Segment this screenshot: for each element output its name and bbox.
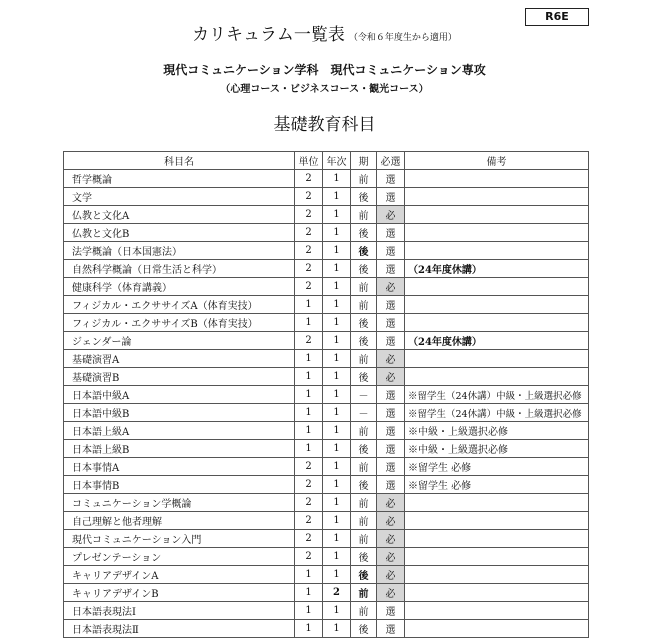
term-cell: 後 — [351, 440, 377, 458]
term-cell: 後 — [351, 242, 377, 260]
credits-cell: 2 — [295, 548, 323, 566]
table-row — [64, 368, 589, 386]
subject-cell: 日本事情A — [64, 458, 295, 476]
year-cell: 1 — [323, 314, 351, 332]
required-cell: 必 — [377, 278, 405, 296]
subject-cell: 日本語上級B — [64, 440, 295, 458]
notes-cell: ※中級・上級選択必修 — [405, 422, 589, 440]
table-row — [64, 494, 589, 512]
credits-cell: 2 — [295, 242, 323, 260]
notes-cell: ※留学生 必修 — [405, 458, 589, 476]
department-name: 現代コミュニケーション学科 現代コミュニケーション専攻 — [163, 63, 486, 77]
term-cell: 前 — [351, 206, 377, 224]
notes-cell — [405, 188, 589, 206]
credits-cell: 2 — [295, 512, 323, 530]
required-cell: 選 — [377, 620, 405, 638]
table-row — [64, 602, 589, 620]
notes-cell: ※留学生（24休講）中級・上級選択必修 — [405, 386, 589, 404]
notes-cell — [405, 206, 589, 224]
section-title: 基礎教育科目 — [273, 115, 376, 135]
title-main: カリキュラム一覧表 — [192, 25, 345, 45]
table-row — [64, 476, 589, 494]
credits-cell: 1 — [295, 440, 323, 458]
year-cell: 2 — [323, 584, 351, 602]
year-cell: 1 — [323, 512, 351, 530]
term-cell: 前 — [351, 584, 377, 602]
required-cell: 選 — [377, 296, 405, 314]
credits-cell: 1 — [295, 566, 323, 584]
year-cell: 1 — [323, 602, 351, 620]
subject-cell: 哲学概論 — [64, 170, 295, 188]
term-cell: 前 — [351, 494, 377, 512]
credits-cell: 2 — [295, 188, 323, 206]
required-cell: 必 — [377, 512, 405, 530]
required-cell: 必 — [377, 548, 405, 566]
subject-cell: フィジカル・エクササイズB（体育実技） — [64, 314, 295, 332]
credits-cell: 2 — [295, 260, 323, 278]
subject-cell: ジェンダー論 — [64, 332, 295, 350]
term-cell: 後 — [351, 620, 377, 638]
header-required: 必選 — [377, 152, 405, 170]
term-cell: 後 — [351, 188, 377, 206]
table-header-row — [64, 152, 589, 170]
credits-cell: 1 — [295, 584, 323, 602]
required-cell: 選 — [377, 422, 405, 440]
required-cell: 選 — [377, 224, 405, 242]
title-applicability: （令和６年度生から適用） — [348, 33, 457, 43]
table-row — [64, 314, 589, 332]
subject-cell: フィジカル・エクササイズA（体育実技） — [64, 296, 295, 314]
course-list: （心理コース・ビジネスコース・観光コース） — [220, 84, 429, 95]
credits-cell: 1 — [295, 386, 323, 404]
term-cell: 後 — [351, 548, 377, 566]
notes-cell: ※留学生（24休講）中級・上級選択必修 — [405, 404, 589, 422]
table-row — [64, 278, 589, 296]
term-cell: 後 — [351, 368, 377, 386]
table-row — [64, 188, 589, 206]
table-row — [64, 350, 589, 368]
subject-cell: コミュニケーション学概論 — [64, 494, 295, 512]
header-year: 年次 — [323, 152, 351, 170]
year-cell: 1 — [323, 368, 351, 386]
credits-cell: 1 — [295, 404, 323, 422]
term-cell: 前 — [351, 530, 377, 548]
term-cell: 前 — [351, 296, 377, 314]
table-row — [64, 530, 589, 548]
required-cell: 選 — [377, 188, 405, 206]
term-cell: 前 — [351, 458, 377, 476]
subject-cell: 基礎演習B — [64, 368, 295, 386]
table-row — [64, 422, 589, 440]
required-cell: 選 — [377, 476, 405, 494]
required-cell: 選 — [377, 404, 405, 422]
credits-cell: 2 — [295, 458, 323, 476]
notes-cell — [405, 512, 589, 530]
notes-cell — [405, 548, 589, 566]
term-cell: 後 — [351, 260, 377, 278]
credits-cell: 2 — [295, 170, 323, 188]
subject-cell: 日本語上級A — [64, 422, 295, 440]
credits-cell: 2 — [295, 278, 323, 296]
subject-cell: 文学 — [64, 188, 295, 206]
term-cell: － — [351, 386, 377, 404]
subject-cell: 基礎演習A — [64, 350, 295, 368]
subject-cell: 自然科学概論（日常生活と科学） — [64, 260, 295, 278]
notes-cell — [405, 620, 589, 638]
year-cell: 1 — [323, 440, 351, 458]
term-cell: 前 — [351, 512, 377, 530]
table-row — [64, 512, 589, 530]
required-cell: 必 — [377, 368, 405, 386]
year-cell: 1 — [323, 404, 351, 422]
year-cell: 1 — [323, 332, 351, 350]
term-cell: 前 — [351, 278, 377, 296]
notes-cell — [405, 278, 589, 296]
required-cell: 選 — [377, 440, 405, 458]
year-cell: 1 — [323, 620, 351, 638]
term-cell: 前 — [351, 350, 377, 368]
subject-cell: 現代コミュニケーション入門 — [64, 530, 295, 548]
table-row — [64, 566, 589, 584]
notes-cell — [405, 170, 589, 188]
table-row — [64, 224, 589, 242]
required-cell: 選 — [377, 458, 405, 476]
credits-cell: 1 — [295, 350, 323, 368]
notes-cell: ※留学生 必修 — [405, 476, 589, 494]
table-row — [64, 386, 589, 404]
notes-cell — [405, 242, 589, 260]
year-cell: 1 — [323, 224, 351, 242]
term-cell: 後 — [351, 224, 377, 242]
credits-cell: 1 — [295, 314, 323, 332]
year-cell: 1 — [323, 566, 351, 584]
required-cell: 選 — [377, 170, 405, 188]
required-cell: 必 — [377, 350, 405, 368]
credits-cell: 2 — [295, 494, 323, 512]
table-row — [64, 584, 589, 602]
term-cell: 前 — [351, 602, 377, 620]
table-row — [64, 206, 589, 224]
subject-cell: 日本語表現法Ⅱ — [64, 620, 295, 638]
year-cell: 1 — [323, 296, 351, 314]
credits-cell: 1 — [295, 422, 323, 440]
credits-cell: 2 — [295, 476, 323, 494]
term-cell: － — [351, 404, 377, 422]
credits-cell: 1 — [295, 368, 323, 386]
header-term: 期 — [351, 152, 377, 170]
notes-cell — [405, 296, 589, 314]
notes-cell — [405, 602, 589, 620]
term-cell: 後 — [351, 314, 377, 332]
year-cell: 1 — [323, 278, 351, 296]
table-row — [64, 332, 589, 350]
table-row — [64, 458, 589, 476]
subject-cell: プレゼンテーション — [64, 548, 295, 566]
table-row — [64, 170, 589, 188]
notes-cell — [405, 494, 589, 512]
subject-cell: 日本語中級B — [64, 404, 295, 422]
term-cell: 後 — [351, 566, 377, 584]
year-cell: 1 — [323, 422, 351, 440]
notes-cell: （24年度休講） — [405, 332, 589, 350]
required-cell: 必 — [377, 566, 405, 584]
year-cell: 1 — [323, 260, 351, 278]
required-cell: 選 — [377, 242, 405, 260]
year-cell: 1 — [323, 188, 351, 206]
notes-cell: ※中級・上級選択必修 — [405, 440, 589, 458]
subject-cell: 仏教と文化A — [64, 206, 295, 224]
required-cell: 必 — [377, 494, 405, 512]
table-row — [64, 404, 589, 422]
credits-cell: 2 — [295, 332, 323, 350]
notes-cell — [405, 314, 589, 332]
year-cell: 1 — [323, 530, 351, 548]
notes-cell — [405, 368, 589, 386]
year-cell: 1 — [323, 458, 351, 476]
header-credits: 単位 — [295, 152, 323, 170]
notes-cell: （24年度休講） — [405, 260, 589, 278]
credits-cell: 2 — [295, 224, 323, 242]
required-cell: 必 — [377, 530, 405, 548]
year-cell: 1 — [323, 350, 351, 368]
subject-cell: 健康科学（体育講義） — [64, 278, 295, 296]
year-cell: 1 — [323, 494, 351, 512]
required-cell: 必 — [377, 584, 405, 602]
year-cell: 1 — [323, 476, 351, 494]
term-cell: 前 — [351, 170, 377, 188]
header-subject: 科目名 — [64, 152, 295, 170]
notes-cell — [405, 566, 589, 584]
required-cell: 選 — [377, 314, 405, 332]
table-row — [64, 260, 589, 278]
subject-cell: 自己理解と他者理解 — [64, 512, 295, 530]
term-cell: 後 — [351, 332, 377, 350]
version-badge: R6E — [525, 8, 589, 26]
subject-cell: 仏教と文化B — [64, 224, 295, 242]
header-notes: 備考 — [405, 152, 589, 170]
notes-cell — [405, 224, 589, 242]
notes-cell — [405, 530, 589, 548]
table-row — [64, 242, 589, 260]
credits-cell: 1 — [295, 296, 323, 314]
credits-cell: 1 — [295, 602, 323, 620]
required-cell: 選 — [377, 260, 405, 278]
year-cell: 1 — [323, 242, 351, 260]
curriculum-table — [63, 151, 589, 638]
year-cell: 1 — [323, 548, 351, 566]
notes-cell — [405, 350, 589, 368]
table-row — [64, 620, 589, 638]
subject-cell: キャリアデザインB — [64, 584, 295, 602]
subject-cell: 日本語表現法Ⅰ — [64, 602, 295, 620]
term-cell: 前 — [351, 422, 377, 440]
required-cell: 選 — [377, 602, 405, 620]
required-cell: 選 — [377, 386, 405, 404]
year-cell: 1 — [323, 170, 351, 188]
subject-cell: 日本事情B — [64, 476, 295, 494]
credits-cell: 2 — [295, 206, 323, 224]
subject-cell: 日本語中級A — [64, 386, 295, 404]
credits-cell: 2 — [295, 530, 323, 548]
page-title — [0, 20, 649, 45]
subject-cell: 法学概論（日本国憲法） — [64, 242, 295, 260]
subject-cell: キャリアデザインA — [64, 566, 295, 584]
required-cell: 選 — [377, 332, 405, 350]
table-row — [64, 440, 589, 458]
year-cell: 1 — [323, 386, 351, 404]
table-row — [64, 296, 589, 314]
term-cell: 後 — [351, 476, 377, 494]
required-cell: 必 — [377, 206, 405, 224]
notes-cell — [405, 584, 589, 602]
credits-cell: 1 — [295, 620, 323, 638]
table-row — [64, 548, 589, 566]
year-cell: 1 — [323, 206, 351, 224]
